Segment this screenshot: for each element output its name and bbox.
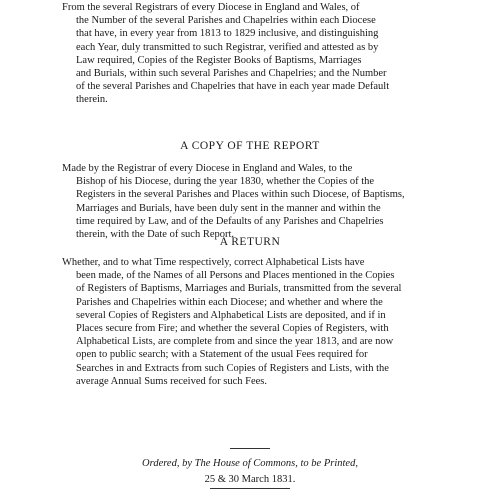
return-line: Searches in and Extracts from such Copies of Registers and Lists, with the	[76, 362, 389, 374]
date-line: 25 & 30 March 1831.	[204, 474, 296, 485]
intro-line: the Number of the several Parishes and Chapelries within each Diocese	[76, 15, 376, 27]
return-line: been made, of the Names of all Persons and Places mentioned in the Copies	[76, 270, 395, 282]
footer-rule-top	[230, 448, 270, 449]
intro-line: and Burials, within such several Parishes and Chapelries; and the Number	[76, 68, 387, 80]
return-line: Parishes and Chapelries within each Diocese; and whether and where the	[76, 296, 383, 308]
intro-line: that have, in every year from 1813 to 1829 inclusive, and distinguishing	[76, 28, 379, 40]
copy-report-paragraph	[62, 162, 434, 241]
intro-line: From the several Registrars of every Diocese in England and Wales, of	[62, 2, 360, 13]
copy-line: time required by Law, and of the Defaults of any Parishes and Chapelries	[76, 215, 384, 227]
copy-line: Registers in the several Parishes and Places within such Diocese, of Baptisms,	[76, 189, 405, 201]
ordered-line: Ordered, by The House of Commons, to be Printed,	[142, 458, 358, 469]
section-heading-return: A RETURN	[219, 236, 281, 248]
copy-line: Marriages and Burials, have been duly sent in the manner and within the	[76, 202, 381, 214]
intro-line: each Year, duly transmitted to such Registrar, verified and attested as by	[76, 41, 379, 53]
section-heading-copy: A COPY OF THE REPORT	[180, 140, 320, 152]
intro-paragraph	[62, 1, 434, 107]
return-line: open to public search; with a Statement of the usual Fees required for	[76, 349, 368, 361]
copy-line: therein, with the Date of such Report.	[76, 229, 235, 241]
copy-line: Made by the Registrar of every Diocese in England and Wales, to the	[62, 163, 353, 174]
intro-line: therein.	[76, 94, 108, 106]
intro-line: of the several Parishes and Chapelries that have in each year made Default	[76, 81, 390, 93]
return-paragraph	[62, 256, 434, 388]
return-line: Whether, and to what Time respectively, correct Alphabetical Lists have	[62, 257, 365, 268]
return-line: Places secure from Fire; and whether the several Copies of Registers, with	[76, 323, 389, 335]
return-line: average Annual Sums received for such Fees.	[76, 375, 267, 387]
return-line: of Registers of Baptisms, Marriages and Burials, transmitted from the several	[76, 283, 402, 295]
footer-rule-bottom	[210, 488, 290, 489]
return-line: Alphabetical Lists, are complete from and since the year 1813, and are now	[76, 336, 394, 348]
intro-line: Law required, Copies of the Register Books of Baptisms, Marriages	[76, 54, 362, 66]
copy-line: Bishop of his Diocese, during the year 1830, whether the Copies of the	[76, 176, 375, 188]
return-line: several Copies of Registers and Alphabetical Lists are deposited, and if in	[76, 309, 386, 321]
